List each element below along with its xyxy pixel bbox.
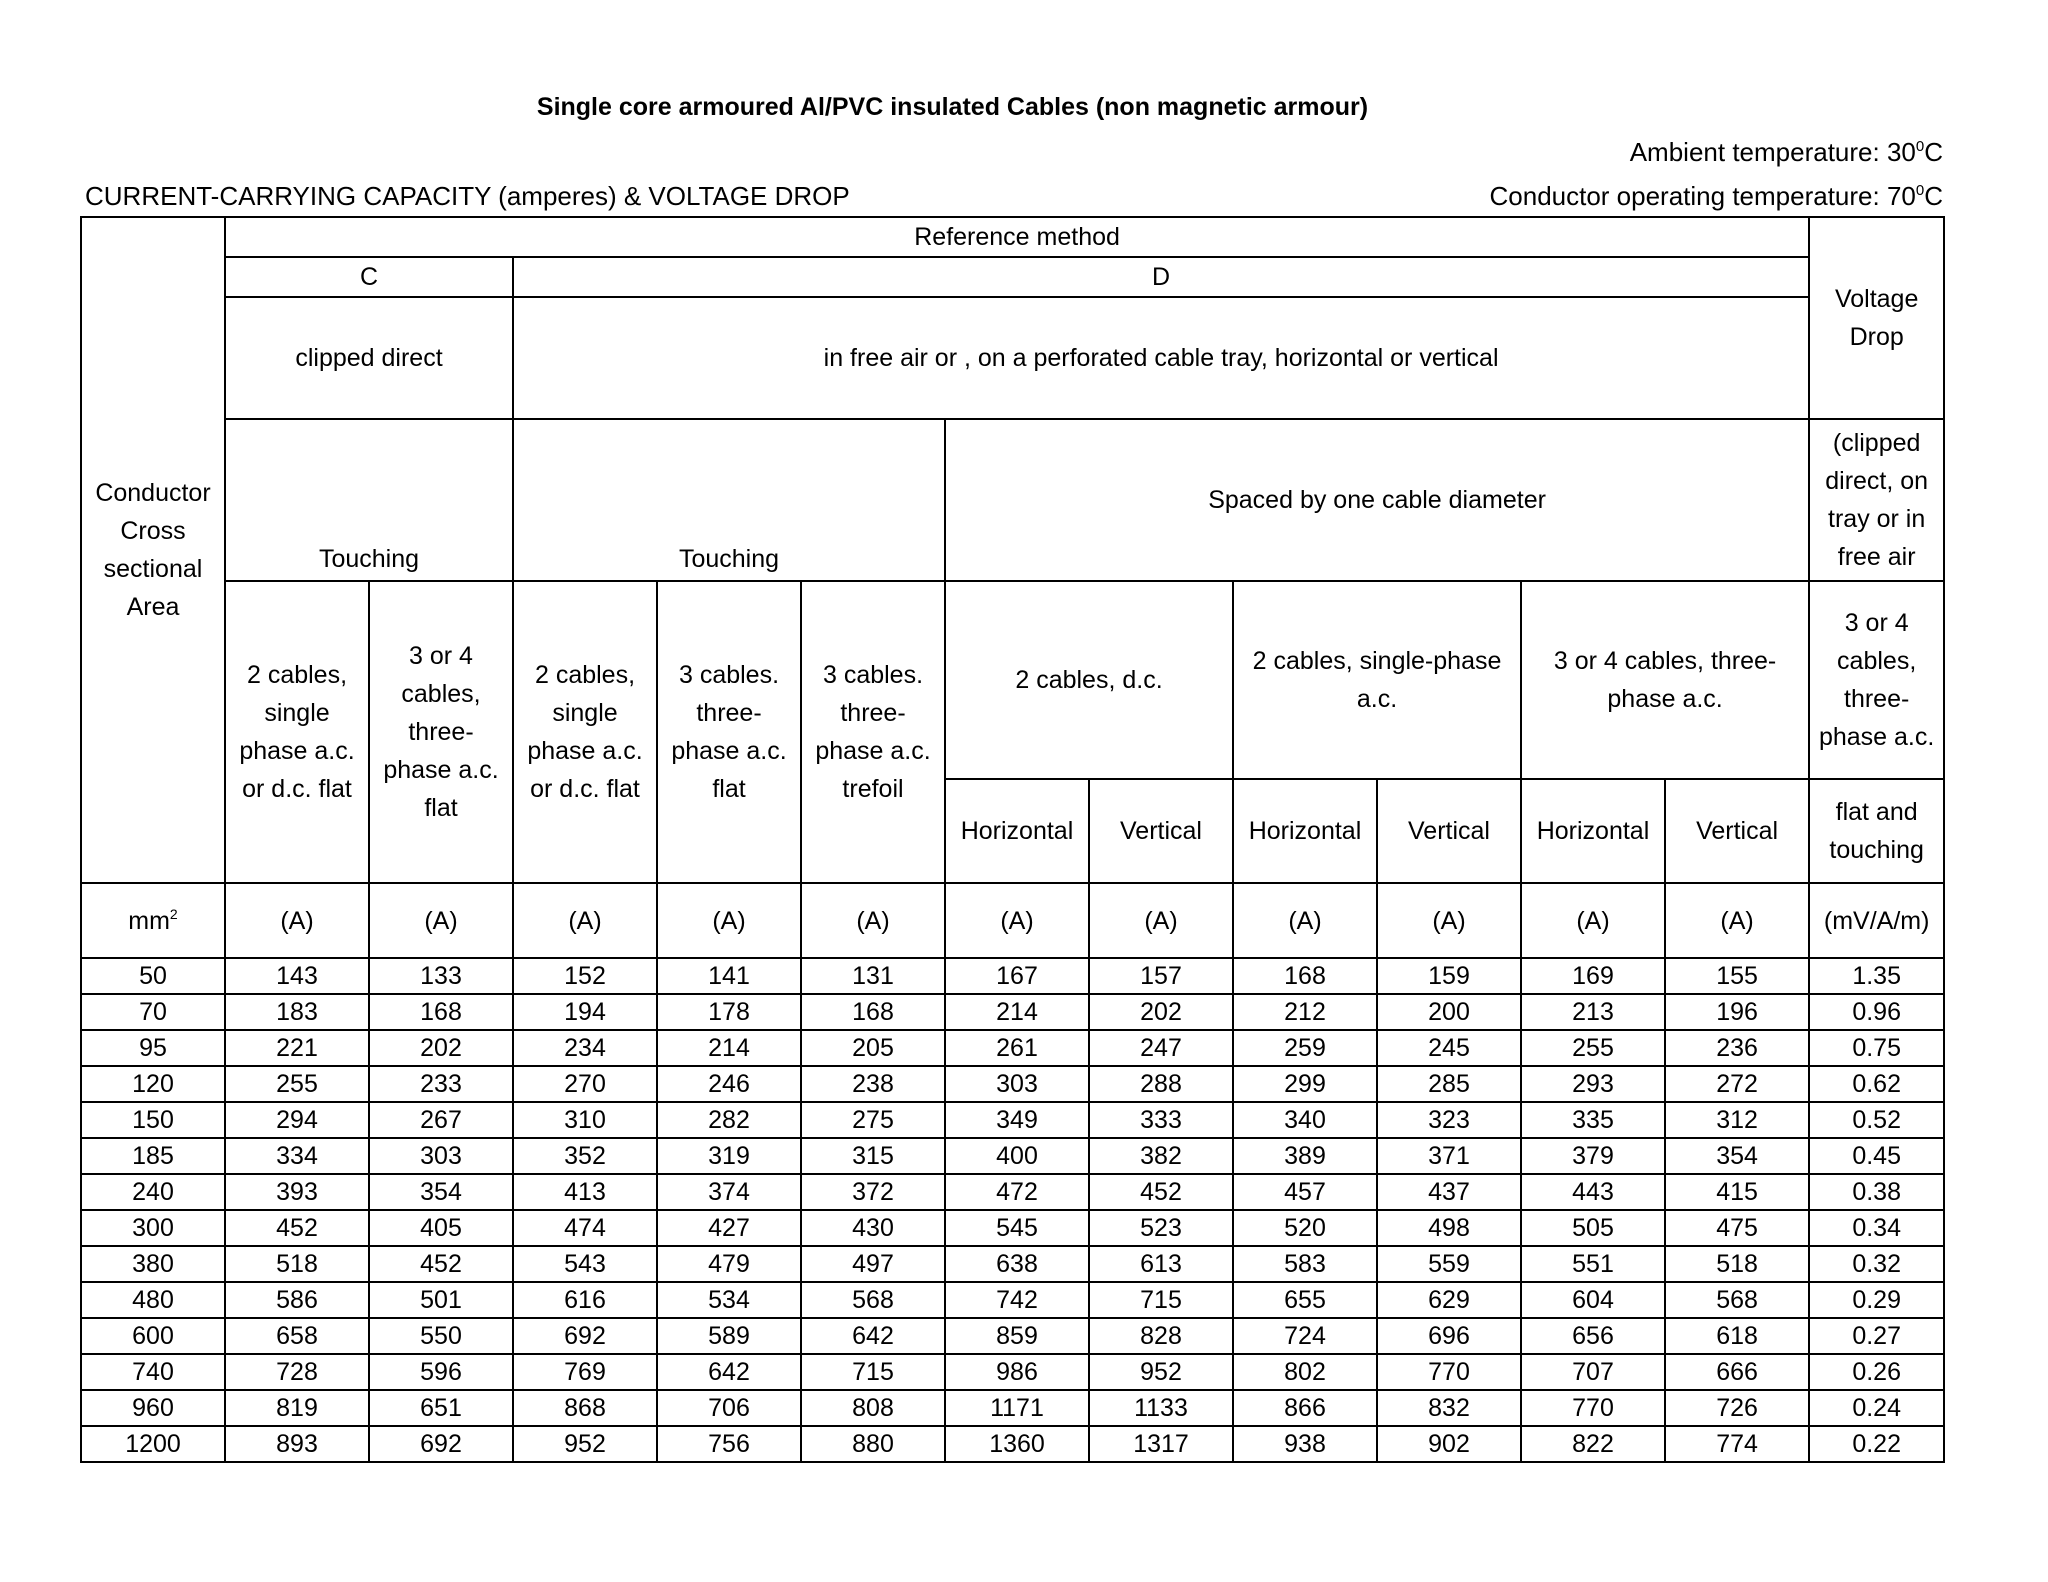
- capacity-cell: 389: [1233, 1138, 1377, 1174]
- single-phase-horizontal-header: Horizontal: [1233, 779, 1377, 883]
- ambient-unit: C: [1924, 137, 1943, 167]
- voltage-drop-cell: 0.32: [1809, 1246, 1944, 1282]
- capacity-cell: 715: [1089, 1282, 1233, 1318]
- capacity-cell: 157: [1089, 958, 1233, 994]
- voltage-drop-cell: 0.24: [1809, 1390, 1944, 1426]
- conductor-temp-degree: 0: [1915, 182, 1925, 199]
- capacity-cell: 501: [369, 1282, 513, 1318]
- capacity-cell: 335: [1521, 1102, 1665, 1138]
- voltage-drop-cell: 0.38: [1809, 1174, 1944, 1210]
- unit-area: [81, 883, 225, 958]
- spaced-three-phase-header: 3 or 4 cables, three- phase a.c.: [1521, 581, 1809, 779]
- capacity-cell: 415: [1665, 1174, 1809, 1210]
- capacity-cell: 285: [1377, 1066, 1521, 1102]
- capacity-cell: 756: [657, 1426, 801, 1462]
- capacity-cell: 629: [1377, 1282, 1521, 1318]
- voltage-drop-condition: (clipped direct, on tray or in free air: [1809, 419, 1944, 581]
- capacity-cell: 303: [369, 1138, 513, 1174]
- capacity-cell: 479: [657, 1246, 801, 1282]
- capacity-cell: 288: [1089, 1066, 1233, 1102]
- capacity-cell: 559: [1377, 1246, 1521, 1282]
- capacity-cell: 213: [1521, 994, 1665, 1030]
- spaced-single-phase-header: 2 cables, single-phase a.c.: [1233, 581, 1521, 779]
- capacity-cell: 692: [369, 1426, 513, 1462]
- flat-touching-header: flat and touching: [1809, 779, 1944, 883]
- unit-amps: (A): [801, 883, 945, 958]
- conductor-temp-unit: C: [1924, 181, 1943, 211]
- capacity-cell: 696: [1377, 1318, 1521, 1354]
- method-c-header: C: [225, 257, 513, 297]
- capacity-cell: 202: [369, 1030, 513, 1066]
- capacity-cell: 452: [1089, 1174, 1233, 1210]
- capacity-cell: 706: [657, 1390, 801, 1426]
- capacity-cell: 822: [1521, 1426, 1665, 1462]
- capacity-cell: 1360: [945, 1426, 1089, 1462]
- document-title: Single core armoured Al/PVC insulated Cables (non magnetic armour): [536, 93, 1369, 121]
- capacity-cell: 405: [369, 1210, 513, 1246]
- capacity-cell: 452: [225, 1210, 369, 1246]
- capacity-cell: 270: [513, 1066, 657, 1102]
- capacity-cell: 938: [1233, 1426, 1377, 1462]
- conductor-temperature: [1490, 181, 1944, 212]
- conductor-temp-label: Conductor operating temperature: 70: [1489, 181, 1916, 211]
- capacity-cell: 141: [657, 958, 801, 994]
- capacity-cell: 334: [225, 1138, 369, 1174]
- capacity-cell: 299: [1233, 1066, 1377, 1102]
- capacity-cell: 131: [801, 958, 945, 994]
- capacity-cell: 952: [1089, 1354, 1233, 1390]
- table-row: [81, 958, 1944, 994]
- unit-amps: (A): [657, 883, 801, 958]
- capacity-cell: 159: [1377, 958, 1521, 994]
- capacity-cell: 430: [801, 1210, 945, 1246]
- voltage-drop-cell: 0.75: [1809, 1030, 1944, 1066]
- capacity-cell: 310: [513, 1102, 657, 1138]
- voltage-drop-cell: 0.29: [1809, 1282, 1944, 1318]
- capacity-cell: 183: [225, 994, 369, 1030]
- capacity-cell: 247: [1089, 1030, 1233, 1066]
- capacity-cell: 352: [513, 1138, 657, 1174]
- capacity-cell: 236: [1665, 1030, 1809, 1066]
- cross-section-cell: 300: [81, 1210, 225, 1246]
- capacity-cell: 194: [513, 994, 657, 1030]
- col-d1-header: 2 cables, single phase a.c. or d.c. flat: [513, 581, 657, 883]
- capacity-cell: 596: [369, 1354, 513, 1390]
- capacity-cell: 618: [1665, 1318, 1809, 1354]
- capacity-cell: 774: [1665, 1426, 1809, 1462]
- unit-amps: (A): [1665, 883, 1809, 958]
- table-row: [81, 1138, 1944, 1174]
- capacity-cell: 238: [801, 1066, 945, 1102]
- capacity-cell: 613: [1089, 1246, 1233, 1282]
- capacity-cell: 275: [801, 1102, 945, 1138]
- cross-section-cell: 1200: [81, 1426, 225, 1462]
- col-d2-header: 3 cables. three- phase a.c. flat: [657, 581, 801, 883]
- capacity-cell: 379: [1521, 1138, 1665, 1174]
- capacity-cell: 568: [801, 1282, 945, 1318]
- capacity-cell: 372: [801, 1174, 945, 1210]
- capacity-cell: 518: [1665, 1246, 1809, 1282]
- capacity-cell: 354: [1665, 1138, 1809, 1174]
- capacity-cell: 374: [657, 1174, 801, 1210]
- voltage-drop-cables-header: 3 or 4 cables, three- phase a.c.: [1809, 581, 1944, 779]
- unit-amps: (A): [1521, 883, 1665, 958]
- capacity-cell: 303: [945, 1066, 1089, 1102]
- capacity-cell: 520: [1233, 1210, 1377, 1246]
- capacity-cell: 427: [657, 1210, 801, 1246]
- capacity-cell: 616: [513, 1282, 657, 1318]
- capacity-cell: 233: [369, 1066, 513, 1102]
- cross-section-cell: 185: [81, 1138, 225, 1174]
- capacity-cell: 651: [369, 1390, 513, 1426]
- cross-section-cell: 120: [81, 1066, 225, 1102]
- cross-section-cell: 150: [81, 1102, 225, 1138]
- capacity-cell: 986: [945, 1354, 1089, 1390]
- capacity-cell: 724: [1233, 1318, 1377, 1354]
- capacity-cell: 272: [1665, 1066, 1809, 1102]
- cross-section-cell: 240: [81, 1174, 225, 1210]
- capacity-cell: 859: [945, 1318, 1089, 1354]
- capacity-cell: 400: [945, 1138, 1089, 1174]
- table-row: [81, 1102, 1944, 1138]
- capacity-cell: 312: [1665, 1102, 1809, 1138]
- capacity-cell: 534: [657, 1282, 801, 1318]
- capacity-cell: 770: [1377, 1354, 1521, 1390]
- capacity-cell: 742: [945, 1282, 1089, 1318]
- capacity-cell: 583: [1233, 1246, 1377, 1282]
- capacity-table: [80, 216, 1945, 1463]
- capacity-cell: 319: [657, 1138, 801, 1174]
- capacity-cell: 169: [1521, 958, 1665, 994]
- capacity-cell: 133: [369, 958, 513, 994]
- capacity-cell: 214: [945, 994, 1089, 1030]
- ambient-degree: 0: [1915, 138, 1925, 155]
- voltage-drop-cell: 0.62: [1809, 1066, 1944, 1102]
- capacity-cell: 200: [1377, 994, 1521, 1030]
- capacity-cell: 196: [1665, 994, 1809, 1030]
- capacity-cell: 205: [801, 1030, 945, 1066]
- capacity-cell: 212: [1233, 994, 1377, 1030]
- capacity-cell: 443: [1521, 1174, 1665, 1210]
- capacity-cell: 726: [1665, 1390, 1809, 1426]
- spaced-dc-header: 2 cables, d.c.: [945, 581, 1233, 779]
- single-phase-vertical-header: Vertical: [1377, 779, 1521, 883]
- cross-section-cell: 380: [81, 1246, 225, 1282]
- capacity-cell: 769: [513, 1354, 657, 1390]
- table-row: [81, 1246, 1944, 1282]
- cross-section-cell: 70: [81, 994, 225, 1030]
- table-row: [81, 1174, 1944, 1210]
- table-row: [81, 1066, 1944, 1102]
- capacity-cell: 868: [513, 1390, 657, 1426]
- capacity-cell: 143: [225, 958, 369, 994]
- capacity-cell: 866: [1233, 1390, 1377, 1426]
- unit-area-label: mm: [128, 906, 170, 935]
- ambient-temperature: [1630, 137, 1943, 168]
- data-rows: [81, 958, 1944, 1462]
- unit-amps: (A): [945, 883, 1089, 958]
- capacity-cell: 952: [513, 1426, 657, 1462]
- touching-d-header: Touching: [513, 419, 945, 581]
- cross-section-cell: 480: [81, 1282, 225, 1318]
- capacity-cell: 437: [1377, 1174, 1521, 1210]
- capacity-cell: 568: [1665, 1282, 1809, 1318]
- capacity-cell: 505: [1521, 1210, 1665, 1246]
- unit-amps: (A): [225, 883, 369, 958]
- three-phase-vertical-header: Vertical: [1665, 779, 1809, 883]
- capacity-cell: 658: [225, 1318, 369, 1354]
- capacity-cell: 692: [513, 1318, 657, 1354]
- table-row: [81, 1426, 1944, 1462]
- table-row: [81, 1318, 1944, 1354]
- capacity-cell: 893: [225, 1426, 369, 1462]
- col-c1-header: 2 cables, single phase a.c. or d.c. flat: [225, 581, 369, 883]
- capacity-cell: 259: [1233, 1030, 1377, 1066]
- table-row: [81, 1354, 1944, 1390]
- unit-amps: (A): [1233, 883, 1377, 958]
- capacity-cell: 770: [1521, 1390, 1665, 1426]
- unit-amps: (A): [369, 883, 513, 958]
- capacity-cell: 255: [225, 1066, 369, 1102]
- unit-amps: (A): [1377, 883, 1521, 958]
- capacity-cell: 545: [945, 1210, 1089, 1246]
- dc-horizontal-header: Horizontal: [945, 779, 1089, 883]
- capacity-cell: 728: [225, 1354, 369, 1390]
- table-row: [81, 1030, 1944, 1066]
- reference-method-header: Reference method: [225, 217, 1809, 257]
- voltage-drop-cell: 0.96: [1809, 994, 1944, 1030]
- capacity-cell: 808: [801, 1390, 945, 1426]
- capacity-cell: 523: [1089, 1210, 1233, 1246]
- method-d-header: D: [513, 257, 1809, 297]
- capacity-cell: 168: [801, 994, 945, 1030]
- capacity-cell: 221: [225, 1030, 369, 1066]
- capacity-cell: 828: [1089, 1318, 1233, 1354]
- spaced-header: Spaced by one cable diameter: [945, 419, 1809, 581]
- voltage-drop-cell: 0.27: [1809, 1318, 1944, 1354]
- dc-vertical-header: Vertical: [1089, 779, 1233, 883]
- capacity-cell: 202: [1089, 994, 1233, 1030]
- unit-voltage-drop: (mV/A/m): [1809, 883, 1944, 958]
- capacity-cell: 452: [369, 1246, 513, 1282]
- three-phase-horizontal-header: Horizontal: [1521, 779, 1665, 883]
- capacity-cell: 167: [945, 958, 1089, 994]
- unit-area-sup: 2: [169, 905, 178, 922]
- table-row: [81, 1210, 1944, 1246]
- voltage-drop-cell: 1.35: [1809, 958, 1944, 994]
- capacity-cell: 349: [945, 1102, 1089, 1138]
- col-d3-header: 3 cables. three- phase a.c. trefoil: [801, 581, 945, 883]
- capacity-cell: 497: [801, 1246, 945, 1282]
- table-row: [81, 1390, 1944, 1426]
- capacity-cell: 715: [801, 1354, 945, 1390]
- touching-c-header: Touching: [225, 419, 513, 581]
- capacity-cell: 354: [369, 1174, 513, 1210]
- capacity-cell: 832: [1377, 1390, 1521, 1426]
- capacity-cell: 543: [513, 1246, 657, 1282]
- capacity-cell: 802: [1233, 1354, 1377, 1390]
- conductor-area-header: Conductor Cross sectional Area: [81, 217, 225, 883]
- capacity-cell: 168: [1233, 958, 1377, 994]
- capacity-cell: 1171: [945, 1390, 1089, 1426]
- capacity-cell: 152: [513, 958, 657, 994]
- cross-section-cell: 600: [81, 1318, 225, 1354]
- cross-section-cell: 95: [81, 1030, 225, 1066]
- free-air-header: in free air or , on a perforated cable tray, horizontal or vertical: [513, 297, 1809, 419]
- capacity-cell: 340: [1233, 1102, 1377, 1138]
- clipped-direct-header: clipped direct: [225, 297, 513, 419]
- cross-section-cell: 50: [81, 958, 225, 994]
- capacity-cell: 323: [1377, 1102, 1521, 1138]
- capacity-cell: 902: [1377, 1426, 1521, 1462]
- capacity-cell: 155: [1665, 958, 1809, 994]
- capacity-cell: 551: [1521, 1246, 1665, 1282]
- capacity-cell: 293: [1521, 1066, 1665, 1102]
- capacity-cell: 457: [1233, 1174, 1377, 1210]
- capacity-cell: 315: [801, 1138, 945, 1174]
- capacity-cell: 267: [369, 1102, 513, 1138]
- table-row: [81, 994, 1944, 1030]
- table-caption: CURRENT-CARRYING CAPACITY (amperes) & VOLTAGE DROP: [85, 181, 850, 211]
- capacity-cell: 474: [513, 1210, 657, 1246]
- capacity-cell: 472: [945, 1174, 1089, 1210]
- capacity-cell: 707: [1521, 1354, 1665, 1390]
- capacity-cell: 382: [1089, 1138, 1233, 1174]
- capacity-cell: 518: [225, 1246, 369, 1282]
- capacity-cell: 393: [225, 1174, 369, 1210]
- capacity-cell: 294: [225, 1102, 369, 1138]
- capacity-cell: 642: [801, 1318, 945, 1354]
- capacity-cell: 1133: [1089, 1390, 1233, 1426]
- capacity-cell: 638: [945, 1246, 1089, 1282]
- unit-amps: (A): [513, 883, 657, 958]
- capacity-cell: 245: [1377, 1030, 1521, 1066]
- capacity-cell: 550: [369, 1318, 513, 1354]
- capacity-cell: 475: [1665, 1210, 1809, 1246]
- capacity-cell: 819: [225, 1390, 369, 1426]
- ambient-label: Ambient temperature: 30: [1629, 137, 1916, 167]
- capacity-cell: 1317: [1089, 1426, 1233, 1462]
- capacity-cell: 214: [657, 1030, 801, 1066]
- cross-section-cell: 960: [81, 1390, 225, 1426]
- cross-section-cell: 740: [81, 1354, 225, 1390]
- capacity-cell: 371: [1377, 1138, 1521, 1174]
- capacity-cell: 880: [801, 1426, 945, 1462]
- capacity-cell: 655: [1233, 1282, 1377, 1318]
- voltage-drop-header: Voltage Drop: [1809, 217, 1944, 419]
- capacity-cell: 589: [657, 1318, 801, 1354]
- capacity-cell: 413: [513, 1174, 657, 1210]
- col-c2-header: 3 or 4 cables, three- phase a.c. flat: [369, 581, 513, 883]
- table-row: [81, 1282, 1944, 1318]
- capacity-cell: 261: [945, 1030, 1089, 1066]
- capacity-cell: 282: [657, 1102, 801, 1138]
- voltage-drop-cell: 0.45: [1809, 1138, 1944, 1174]
- voltage-drop-cell: 0.26: [1809, 1354, 1944, 1390]
- voltage-drop-cell: 0.52: [1809, 1102, 1944, 1138]
- capacity-cell: 498: [1377, 1210, 1521, 1246]
- capacity-cell: 604: [1521, 1282, 1665, 1318]
- capacity-cell: 586: [225, 1282, 369, 1318]
- voltage-drop-cell: 0.22: [1809, 1426, 1944, 1462]
- capacity-cell: 333: [1089, 1102, 1233, 1138]
- capacity-cell: 255: [1521, 1030, 1665, 1066]
- capacity-cell: 168: [369, 994, 513, 1030]
- capacity-cell: 666: [1665, 1354, 1809, 1390]
- voltage-drop-cell: 0.34: [1809, 1210, 1944, 1246]
- capacity-cell: 178: [657, 994, 801, 1030]
- capacity-cell: 642: [657, 1354, 801, 1390]
- unit-amps: (A): [1089, 883, 1233, 958]
- capacity-cell: 246: [657, 1066, 801, 1102]
- capacity-cell: 656: [1521, 1318, 1665, 1354]
- capacity-cell: 234: [513, 1030, 657, 1066]
